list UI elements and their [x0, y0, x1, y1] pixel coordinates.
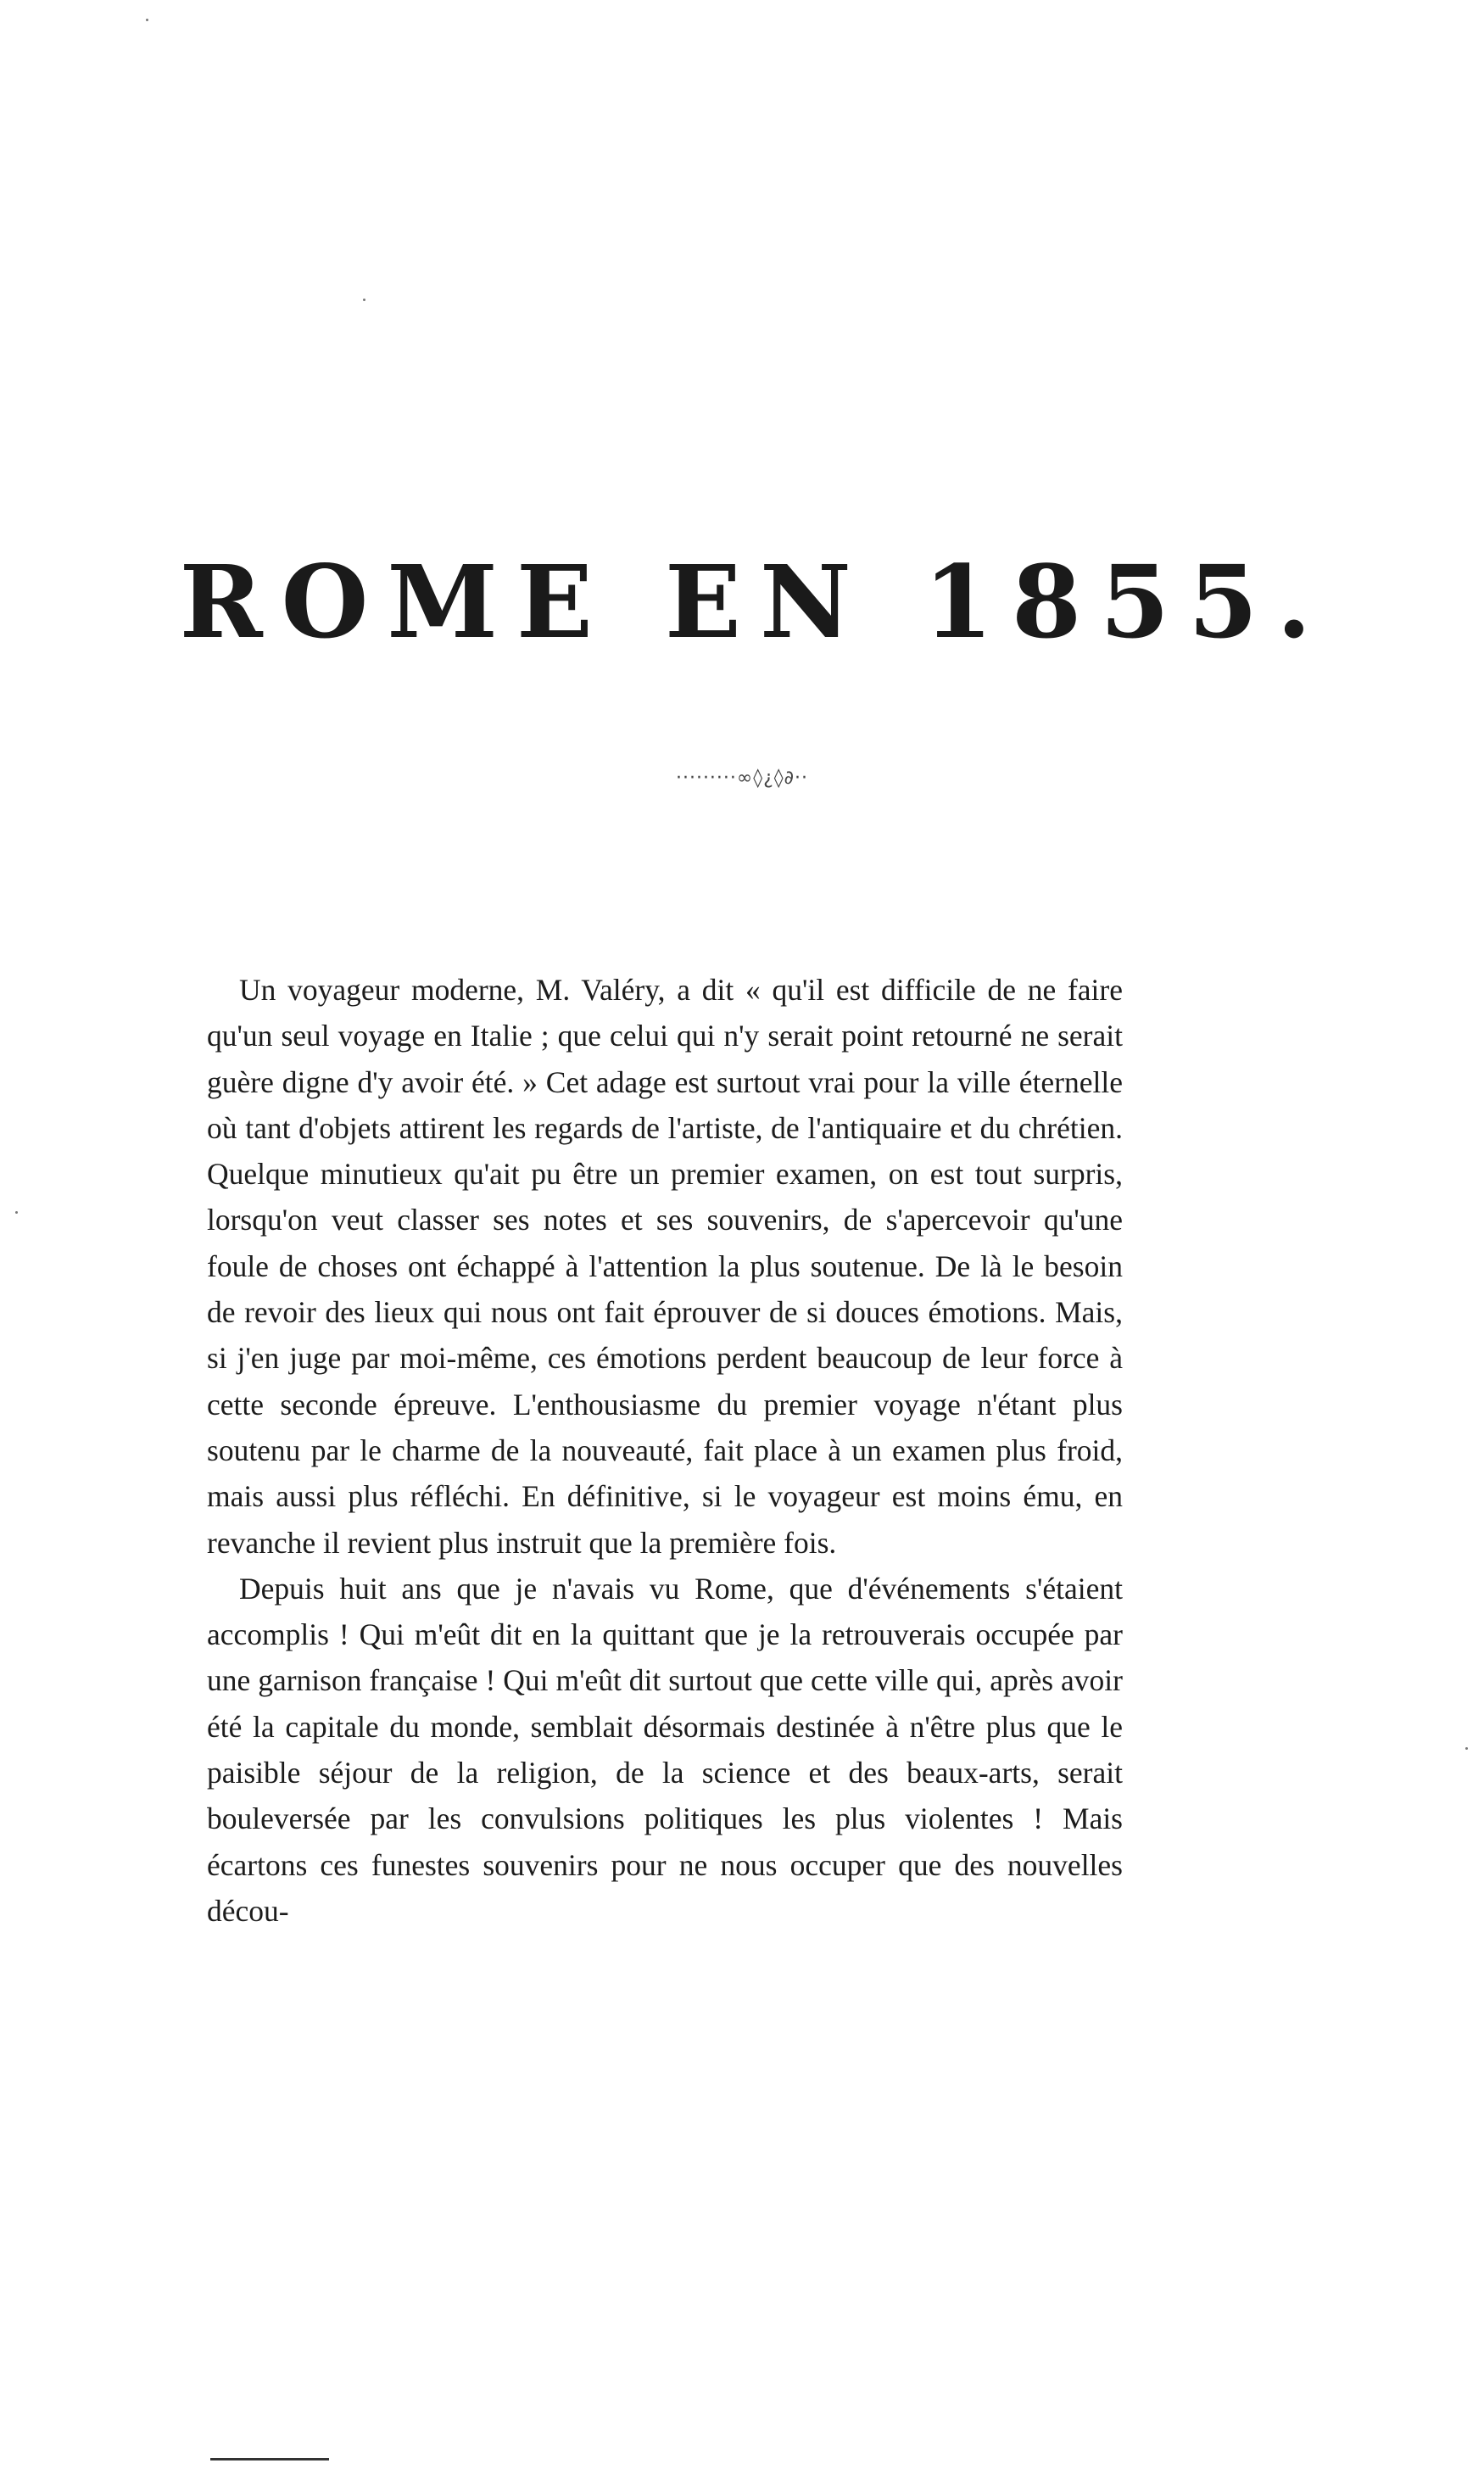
body-text: [207, 967, 1123, 1934]
speck-mark: [363, 299, 365, 301]
speck-mark: [146, 19, 148, 21]
chapter-title: ROME EN 1855.: [179, 543, 1331, 661]
paragraph-1: Un voyageur moderne, M. Valéry, a dit « qu'il est difficile de ne faire qu'un seul voyage en Italie ; que celui qui n'y serait point retourné ne serait guère digne d'y avoir été. » Cet adage est surtout vrai pour la ville éternelle où tant d'objets attirent les regards de l'artiste, de l'antiquaire et du chrétien. Quelque minutieux qu'ait pu être un premier examen, on est tout surpris, lorsqu'on veut classer ses notes et ses souvenirs, de s'apercevoir qu'une foule de choses ont échappé à l'attention la plus soutenue. De là le besoin de revoir des lieux qui nous ont fait éprouver de si douces émotions. Mais, si j'en juge par moi-même, ces émotions perdent beaucoup de leur force à cette seconde épreuve. L'enthousiasme du premier voyage n'étant plus soutenu par le charme de la nouveauté, fait place à un examen plus froid, mais aussi plus réfléchi. En définitive, si le voyageur est moins ému, en revanche il revient plus instruit que la première fois.: [207, 973, 1123, 1560]
paragraph-2: Depuis huit ans que je n'avais vu Rome, que d'événements s'étaient accomplis ! Qui m'eût dit en la quittant que je la retrouverais occupée par une garnison française ! Qui m'eût dit surtout que cette ville qui, après avoir été la capitale du monde, semblait désormais destinée à n'être plus que le paisible séjour de la religion, de la science et des beaux-arts, serait bouleversée par les convulsions politiques les plus violentes ! Mais écartons ces funestes souvenirs pour ne nous occuper que des nouvelles décou-: [207, 1571, 1123, 1928]
footer-rule: [210, 2458, 329, 2460]
speck-mark: [1465, 1747, 1468, 1750]
title-ornament: ·········∞◊¿◊∂··: [675, 768, 809, 789]
speck-mark: [15, 1211, 18, 1214]
